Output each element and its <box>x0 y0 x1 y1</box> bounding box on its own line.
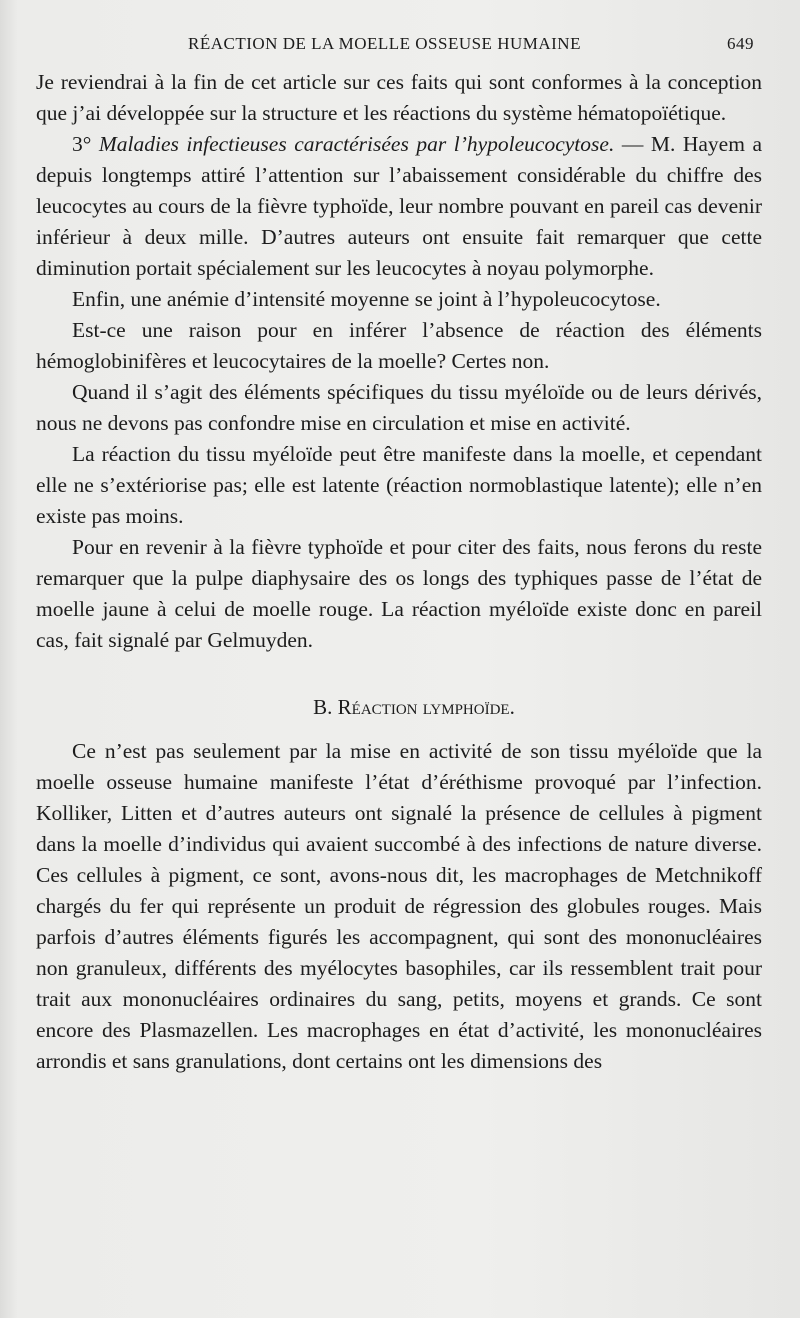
enumeration-number: 3° <box>72 132 92 156</box>
section-title: Réaction lymphoïde. <box>337 695 515 719</box>
running-title: RÉACTION DE LA MOELLE OSSEUSE HUMAINE <box>188 34 581 53</box>
paragraph: Pour en revenir à la fièvre typhoïde et pour citer des faits, nous ferons du reste remarquer que la pulpe diaphysaire des os longs des typhiques passe de l’état de moelle jaune à celui de moelle rouge. La réaction myéloïde existe donc en pareil cas, fait signalé par Gelmuyden. <box>36 535 762 652</box>
paragraph: Est-ce une raison pour en inférer l’absence de réaction des éléments hémoglobinifères et leucocytaires de la moelle? Certes non. <box>36 318 762 373</box>
paragraph-text: — M. Hayem a depuis longtemps attiré l’attention sur l’abaissement considérable du chiffre des leucocytes au cours de la fièvre typhoïde, leur nombre pouvant en pareil cas devenir inférieur à deux mille. D’autres auteurs ont ensuite fait remarquer que cette diminution portait spécialement sur les leucocytes à noyau polymorphe. <box>36 132 763 280</box>
paragraph: Ce n’est pas seulement par la mise en activité de son tissu myéloïde que la moelle osseuse humaine manifeste l’état d’éréthisme provoqué par l’infection. Kolliker, Litten et d’autres auteurs ont signalé la présence de cellules à pigment dans la moelle d’individus qui avaient succombé à des infections de nature diverse. Ces cellules à pigment, ce sont, avons-nous dit, les macrophages de Metchnikoff chargés du fer qui représente un produit de régression des globules rouges. Mais parfois d’autres éléments figurés les accompagnent, qui sont des mononucléaires non granuleux, différents des myélocytes basophiles, car ils ressemblent trait pour trait aux mononucléaires ordinaires du sang, petits, moyens et grands. Ce sont encore des Plasmazellen. Les macrophages en état d’activité, les mononucléaires arrondis et sans granulations, dont certains ont les dimensions des <box>36 739 762 1073</box>
paragraph-continuation: Je reviendrai à la fin de cet article sur ces faits qui sont conformes à la conception que j’ai développée sur la structure et les réactions du système hématopoïétique. <box>36 70 762 125</box>
page-body <box>36 67 762 1077</box>
subsection-title: Maladies infectieuses caractérisées par l’hypoleucocytose. <box>98 132 615 156</box>
paragraph-infections-heading <box>36 129 762 284</box>
section-heading <box>36 694 762 720</box>
page-number: 649 <box>727 34 754 53</box>
paragraph: Enfin, une anémie d’intensité moyenne se joint à l’hypoleucocytose. <box>72 287 661 311</box>
paragraph: La réaction du tissu myéloïde peut être manifeste dans la moelle, et cependant elle ne s’extériorise pas; elle est latente (réaction normoblastique latente); elle n’en existe pas moins. <box>36 442 762 528</box>
section-letter: B. <box>313 695 333 719</box>
paragraph: Quand il s’agit des éléments spécifiques du tissu myéloïde ou de leurs dérivés, nous ne devons pas confondre mise en circulation et mise en activité. <box>36 380 762 435</box>
